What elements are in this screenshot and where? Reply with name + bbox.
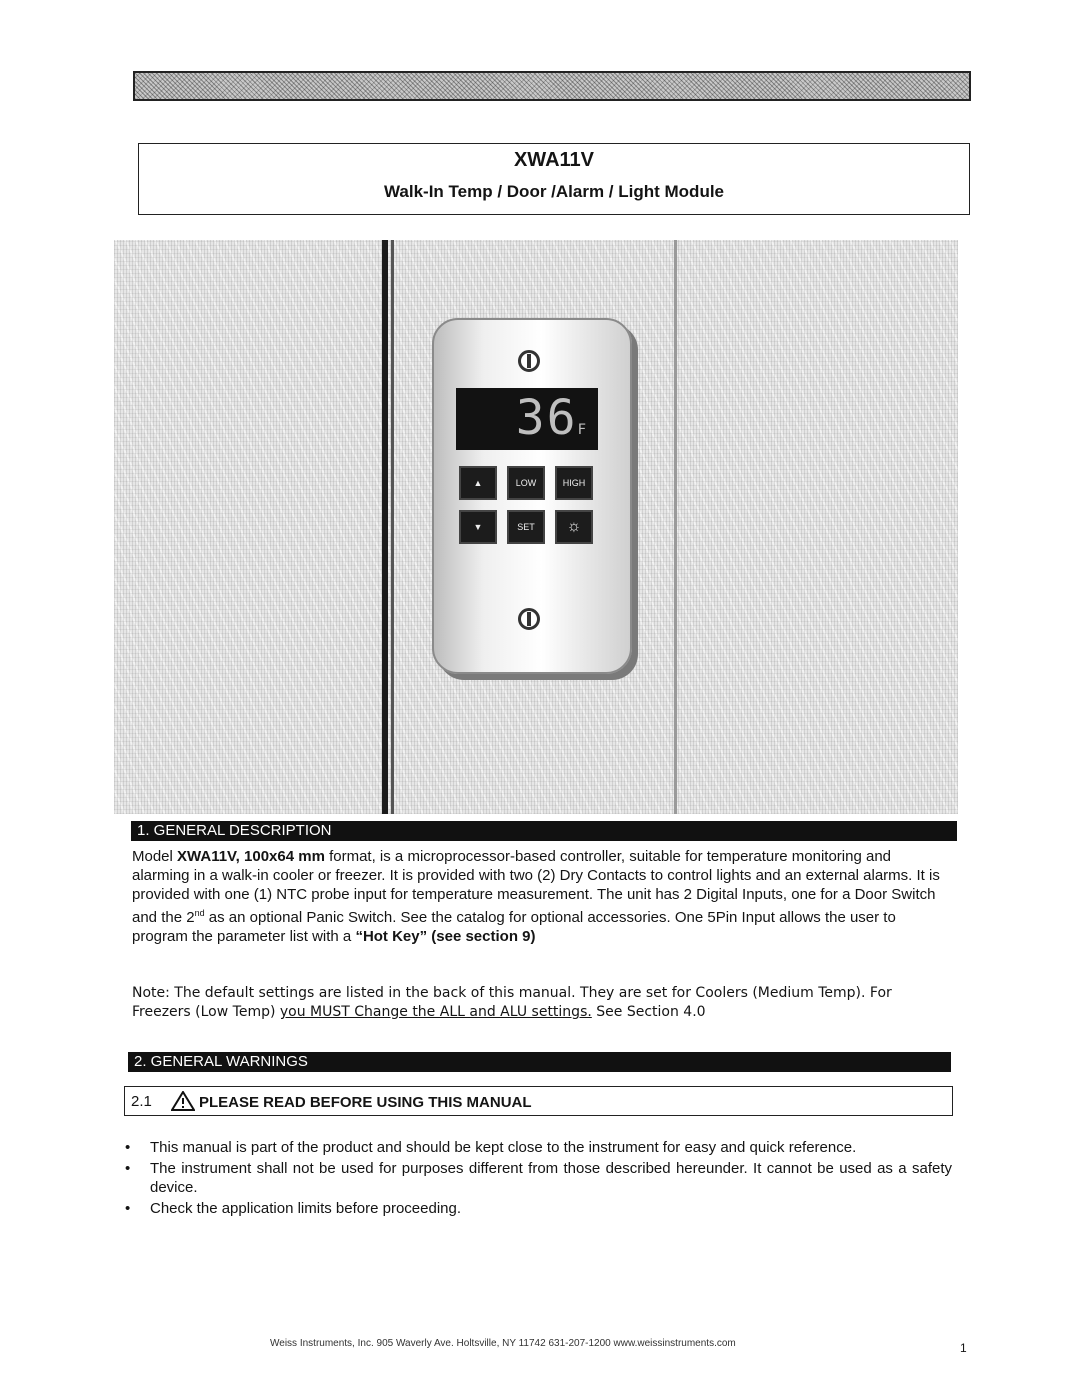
product-photo (114, 240, 958, 814)
low-key: LOW (507, 466, 545, 500)
list-item: • This manual is part of the product and should be kept close to the instrument for easy and quick reference. (125, 1139, 857, 1156)
section-header-general-description: 1. GENERAL DESCRIPTION (131, 821, 957, 841)
footer-contact: Weiss Instruments, Inc. 905 Waverly Ave. Holtsville, NY 11742 631-207-1200 www.weissinstruments.com (270, 1338, 736, 1349)
down-arrow-icon: ▼ (459, 510, 497, 544)
list-item: • Check the application limits before proceeding. (125, 1200, 462, 1217)
title-box (138, 143, 970, 215)
set-key: SET (507, 510, 545, 544)
subsection-title: PLEASE READ BEFORE USING THIS MANUAL (199, 1094, 532, 1111)
display-reading: 36F (515, 390, 588, 446)
list-item: • The instrument shall not be used for purposes different from those described hereunder. It cannot be used as a safety device. (125, 1160, 952, 1196)
document-subtitle: Walk-In Temp / Door /Alarm / Light Module (384, 182, 724, 201)
default-settings-note: Note: The default settings are listed in the back of this manual. They are set for Coolers (Medium Temp). For Freezers (Low Temp) you MUST Change the ALL and ALU settings. See Section 4.0 (132, 985, 892, 1020)
screw-icon (518, 608, 540, 630)
warnings-list (122, 1138, 952, 1220)
warning-icon (171, 1091, 195, 1111)
subsection-read-before-using (124, 1086, 953, 1116)
lcd-display (456, 388, 598, 450)
subsection-number: 2.1 (131, 1093, 152, 1110)
screw-icon (518, 350, 540, 372)
light-icon: ☼ (555, 510, 593, 544)
page-number: 1 (960, 1341, 967, 1355)
section-header-general-warnings: 2. GENERAL WARNINGS (128, 1052, 951, 1072)
controller-device (432, 318, 632, 674)
door-edge (674, 240, 677, 814)
header-banner (133, 71, 971, 101)
general-description-paragraph: Model XWA11V, 100x64 mm format, is a microprocessor-based controller, suitable for temperature monitoring and alarming in a walk-in cooler or freezer. It is provided with two (2) Dry Contacts to control lights and an external alarms. It is provided with one (1) NTC probe input for temperature measurement. The unit has 2 Digital Inputs, one for a Door Switch and the 2nd as an optional Panic Switch. See the catalog for optional accessories. One 5Pin Input allows the user to program the parameter list with a “Hot Key” (see section 9) (132, 848, 940, 945)
door-frame-shadow (391, 240, 394, 814)
door-frame (382, 240, 388, 814)
high-key: HIGH (555, 466, 593, 500)
up-arrow-icon: ▲ (459, 466, 497, 500)
document-title: XWA11V (513, 149, 595, 171)
